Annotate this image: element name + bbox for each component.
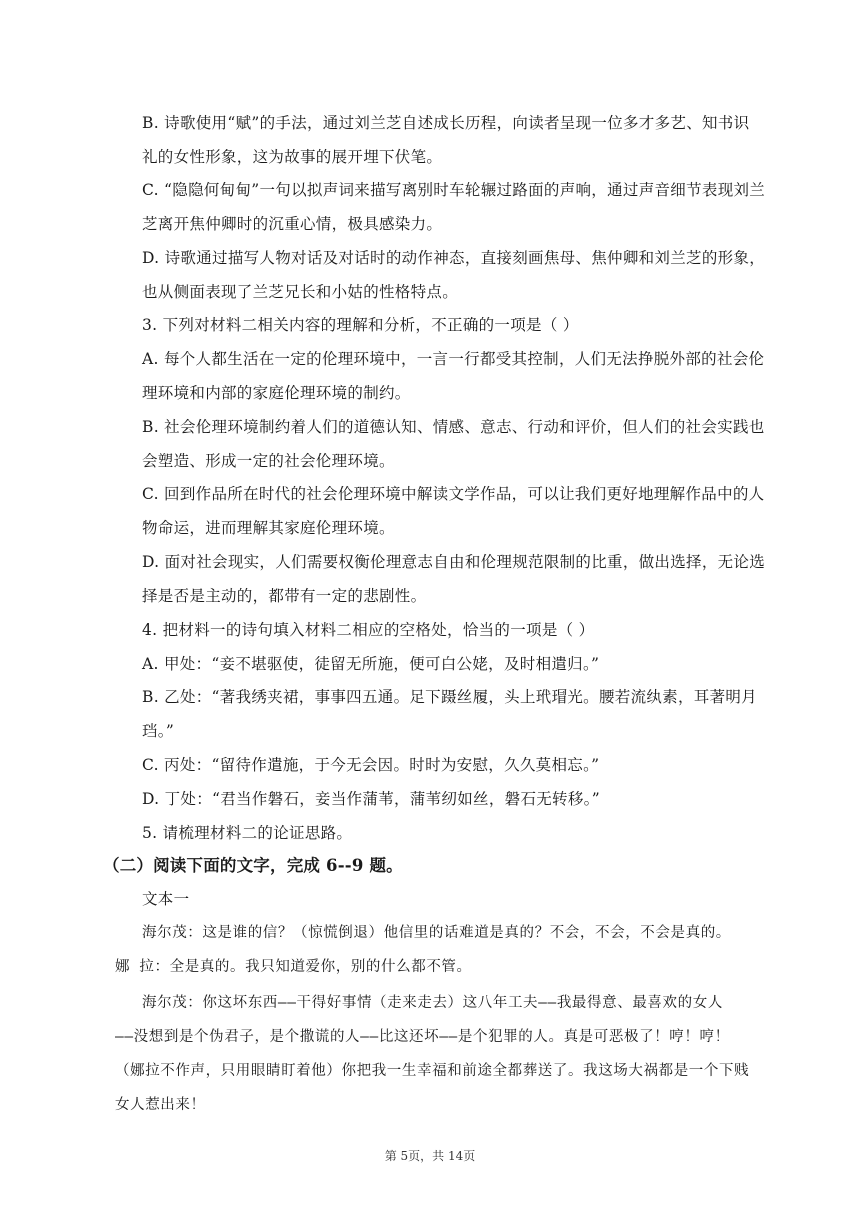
- text-line: D. 诗歌通过描写人物对话及对话时的动作神态，直接刻画焦母、焦仲卿和刘兰芝的形象，: [142, 249, 766, 267]
- text-line: B. 诗歌使用“赋”的手法，通过刘兰芝自述成长历程，向读者呈现一位多才多艺、知书识: [142, 114, 750, 132]
- text-line: 文本一: [142, 890, 190, 908]
- text-line: 3. 下列对材料二相关内容的理解和分析，不正确的一项是（ ）: [142, 316, 579, 334]
- text-line: A. 每个人都生活在一定的伦理环境中，一言一行都受其控制，人们无法挣脱外部的社会伦: [142, 350, 765, 368]
- text-line: 娜 拉：全是真的。我只知道爱你，别的什么都不管。: [115, 959, 472, 975]
- text-line: C. “隐隐何甸甸”一句以拟声词来描写离别时车轮辗过路面的声响，通过声音细节表现刘兰: [142, 181, 766, 199]
- text-line: A. 甲处：“妾不堪驱使，徒留无所施，便可白公姥，及时相遣归。”: [142, 655, 600, 673]
- text-line: 理环境和内部的家庭伦理环境的制约。: [142, 384, 411, 402]
- text-line: （娜拉不作声，只用眼睛盯着他）你把我一生幸福和前途全都葬送了。我这场大祸都是一个下贱: [115, 1063, 750, 1079]
- text-line: D. 丁处：“君当作磐石，妾当作蒲苇，蒲苇纫如丝，磐石无转移。”: [142, 790, 600, 808]
- text-line: 女人惹出来！: [115, 1097, 206, 1113]
- text-line: ——没想到是个伪君子，是个撒谎的人——比这还坏——是个犯罪的人。真是可恶极了！哼！哼！: [115, 1029, 730, 1045]
- text-line: （二）阅读下面的文字，完成 6--9 题。: [103, 856, 403, 875]
- text-line: 海尔茂：你这坏东西——干得好事情（走来走去）这八年工夫——我最得意、最喜欢的女人: [142, 995, 723, 1011]
- text-line: C. 丙处：“留待作遣施，于今无会因。时时为安慰，久久莫相忘。”: [142, 756, 600, 774]
- text-line: B. 社会伦理环境制约着人们的道德认知、情感、意志、行动和评价，但人们的社会实践也: [142, 418, 765, 436]
- text-line: 珰。”: [142, 722, 175, 740]
- text-line: 也从侧面表现了兰芝兄长和小姑的性格特点。: [142, 283, 459, 301]
- text-line: 海尔茂：这是谁的信？（惊慌倒退）他信里的话难道是真的？不会，不会，不会是真的。: [142, 925, 731, 941]
- text-line: 择是否是主动的，都带有一定的悲剧性。: [142, 587, 427, 605]
- text-line: 4. 把材料一的诗句填入材料二相应的空格处，恰当的一项是（ ）: [142, 621, 595, 639]
- text-line: 物命运，进而理解其家庭伦理环境。: [142, 519, 395, 537]
- text-line: 礼的女性形象，这为故事的展开埋下伏笔。: [142, 148, 443, 166]
- text-line: 会塑造、形成一定的社会伦理环境。: [142, 452, 395, 470]
- text-line: B. 乙处：“著我绣夹裙，事事四五通。足下蹑丝履，头上玳瑁光。腰若流纨素，耳著明月: [142, 688, 757, 706]
- text-line: 5. 请梳理材料二的论证思路。: [142, 824, 353, 842]
- text-line: D. 面对社会现实，人们需要权衡伦理意志自由和伦理规范限制的比重，做出选择，无论选: [142, 553, 766, 571]
- text-line: C. 回到作品所在时代的社会伦理环境中解读文学作品，可以让我们更好地理解作品中的人: [142, 485, 765, 503]
- page-footer: 第 5页，共 14页: [384, 1149, 476, 1163]
- text-line: 芝离开焦仲卿时的沉重心情，极具感染力。: [142, 215, 443, 233]
